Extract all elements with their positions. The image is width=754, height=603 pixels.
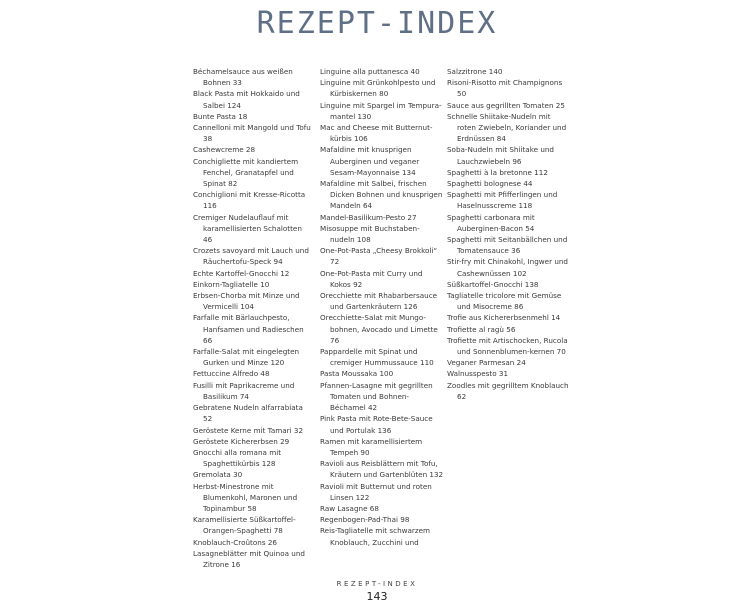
index-column-2 bbox=[320, 66, 444, 548]
index-entry: Farfalle-Salat mit eingelegten Gurken und Minze 120 bbox=[193, 347, 300, 368]
index-entry: Einkorn-Tagliatelle 10 bbox=[193, 279, 270, 289]
index-entry: Mafaldine mit knusprigen Auberginen und veganer Sesam-Mayonnaise 134 bbox=[320, 145, 420, 177]
index-entry: Gnocchi alla romana mit Spaghettikürbis 128 bbox=[193, 447, 282, 469]
index-entry: Walnusspesto 31 bbox=[447, 369, 509, 379]
index-entry: Orecchiette mit Rhabarbersauce und Gartenkräutern 126 bbox=[320, 291, 438, 312]
index-entry: Erbsen-Chorba mit Minze und Vermicelli 104 bbox=[193, 291, 300, 312]
index-entry: Sauce aus gegrillten Tomaten 25 bbox=[447, 100, 565, 110]
index-entry: Süßkartoffel-Gnocchi 138 bbox=[447, 279, 539, 289]
index-entry: Ravioli aus Reisblättern mit Tofu, Kräutern und Gartenblüten 132 bbox=[320, 459, 444, 480]
index-entry: Spaghetti carbonara mit Auberginen-Bacon 54 bbox=[447, 212, 535, 233]
index-entry: Schnelle Shiitake-Nudeln mit roten Zwiebeln, Koriander und Erdnüssen 84 bbox=[447, 111, 567, 144]
index-entry: Stir-fry mit Chinakohl, Ingwer und Cashewnüssen 102 bbox=[447, 257, 568, 278]
index-entry: Linguine alla puttanesca 40 bbox=[320, 67, 420, 76]
index-column-3 bbox=[447, 66, 571, 402]
index-entry: Gebratene Nudeln alfarrabiata 52 bbox=[193, 403, 303, 424]
page-title: REZEPT-INDEX bbox=[256, 6, 498, 41]
index-entry: Reis-Tagliatelle mit schwarzem Knoblauch, Zucchini und bbox=[320, 526, 431, 547]
index-entry: Tagliatelle tricolore mit Gemüse und Misocreme 86 bbox=[447, 291, 562, 312]
index-entry: Gremolata 30 bbox=[193, 470, 243, 480]
index-entry: Pasta Moussaka 100 bbox=[320, 369, 394, 379]
index-entry: Linguine mit Grünkohlpesto und Kürbiskernen 80 bbox=[320, 78, 436, 99]
index-entry: Lasagneblätter mit Quinoa und Zitrone 16 bbox=[193, 548, 305, 569]
index-entry: Raw Lasagne 68 bbox=[320, 503, 379, 513]
index-entry: Black Pasta mit Hokkaido und Salbei 124 bbox=[193, 89, 300, 110]
index-entry: Cannelloni mit Mangold und Tofu 38 bbox=[193, 123, 311, 144]
index-entry: Regenbogen-Pad-Thai 98 bbox=[320, 515, 410, 525]
index-entry: One-Pot-Pasta „Cheesy Brokkoli“ 72 bbox=[320, 246, 438, 267]
index-entry: Soba-Nudeln mit Shiitake und Lauchzwiebeln 96 bbox=[447, 145, 554, 166]
index-entry: Spaghetti à la bretonne 112 bbox=[447, 167, 548, 177]
footer-label: REZEPT-INDEX bbox=[336, 580, 418, 588]
index-entry: Echte Kartoffel-Gnocchi 12 bbox=[193, 268, 290, 278]
index-entry: Misosuppe mit Buchstaben-nudeln 108 bbox=[320, 223, 420, 245]
index-entry: Spaghetti mit Pfifferlingen und Haselnusscreme 118 bbox=[447, 190, 558, 211]
index-entry: Cremiger Nudelauflauf mit karamellisierten Schalotten 46 bbox=[193, 212, 302, 245]
index-entry: Geröstete Kerne mit Tamari 32 bbox=[193, 425, 304, 435]
index-entry: Pink Pasta mit Rote-Bete-Sauce und Portulak 136 bbox=[320, 414, 433, 435]
index-entry: Zoodles mit gegrilltem Knoblauch 62 bbox=[447, 380, 569, 401]
index-entry: Fusilli mit Paprikacreme und Basilikum 74 bbox=[193, 380, 295, 401]
index-entry: Herbst-Minestrone mit Blumenkohl, Maronen und Topinambur 58 bbox=[193, 481, 298, 513]
index-entry: One-Pot-Pasta mit Curry und Kokos 92 bbox=[320, 268, 423, 289]
page-number: 143 bbox=[366, 590, 388, 603]
index-entry: Bunte Pasta 18 bbox=[193, 111, 248, 121]
index-entry: Pappardelle mit Spinat und cremiger Hummussauce 110 bbox=[320, 347, 434, 368]
index-entry: Cashewcreme 28 bbox=[193, 145, 256, 155]
index-entry: Fettuccine Alfredo 48 bbox=[193, 369, 270, 379]
index-entry: Trofie aus Kichererbsenmehl 14 bbox=[447, 313, 561, 323]
index-entry: Farfalle mit Bärlauchpesto, Hanfsamen und Radieschen 66 bbox=[193, 313, 304, 345]
index-entry: Béchamelsauce aus weißen Bohnen 33 bbox=[193, 67, 293, 88]
index-entry: Risoni-Risotto mit Champignons 50 bbox=[447, 78, 563, 99]
index-entry: Orecchiette-Salat mit Mungo-bohnen, Avocado und Limette 76 bbox=[320, 313, 438, 345]
index-entry: Knoblauch-Croûtons 26 bbox=[193, 537, 278, 547]
index-entry: Mafaldine mit Salbei, frischen Dicken Bohnen und knusprigen Mandeln 64 bbox=[320, 179, 443, 211]
index-entry: Pfannen-Lasagne mit gegrillten Tomaten und Bohnen-Béchamel 42 bbox=[320, 380, 433, 413]
index-entry: Crozets savoyard mit Lauch und Räuchertofu-Speck 94 bbox=[193, 246, 309, 267]
index-entry: Karamellisierte Süßkartoffel-Orangen-Spaghetti 78 bbox=[193, 515, 296, 536]
index-entry: Salzzitrone 140 bbox=[447, 67, 503, 76]
index-column-1 bbox=[193, 66, 311, 570]
index-entry: Veganer Parmesan 24 bbox=[447, 358, 526, 368]
index-entry: Spaghetti bolognese 44 bbox=[447, 179, 533, 189]
index-entry: Ramen mit karamellisiertem Tempeh 90 bbox=[320, 436, 423, 457]
index-entry: Spaghetti mit Seitanbällchen und Tomatensauce 36 bbox=[447, 235, 568, 256]
index-entry: Conchiglioni mit Kresse-Ricotta 116 bbox=[193, 190, 306, 211]
index-entry: Linguine mit Spargel im Tempura-mantel 130 bbox=[320, 100, 442, 121]
index-entry: Ravioli mit Butternut und roten Linsen 122 bbox=[320, 481, 432, 502]
index-entry: Trofiette mit Artischocken, Rucola und Sonnenblumen-kernen 70 bbox=[447, 335, 568, 357]
index-entry: Trofiette al ragù 56 bbox=[447, 324, 516, 334]
index-entry: Mac and Cheese mit Butternut-kürbis 106 bbox=[320, 123, 433, 144]
index-entry: Conchigliette mit kandiertem Fenchel, Granatapfel und Spinat 82 bbox=[193, 156, 299, 189]
index-entry: Mandel-Basilikum-Pesto 27 bbox=[320, 212, 417, 222]
index-entry: Geröstete Kichererbsen 29 bbox=[193, 436, 290, 446]
